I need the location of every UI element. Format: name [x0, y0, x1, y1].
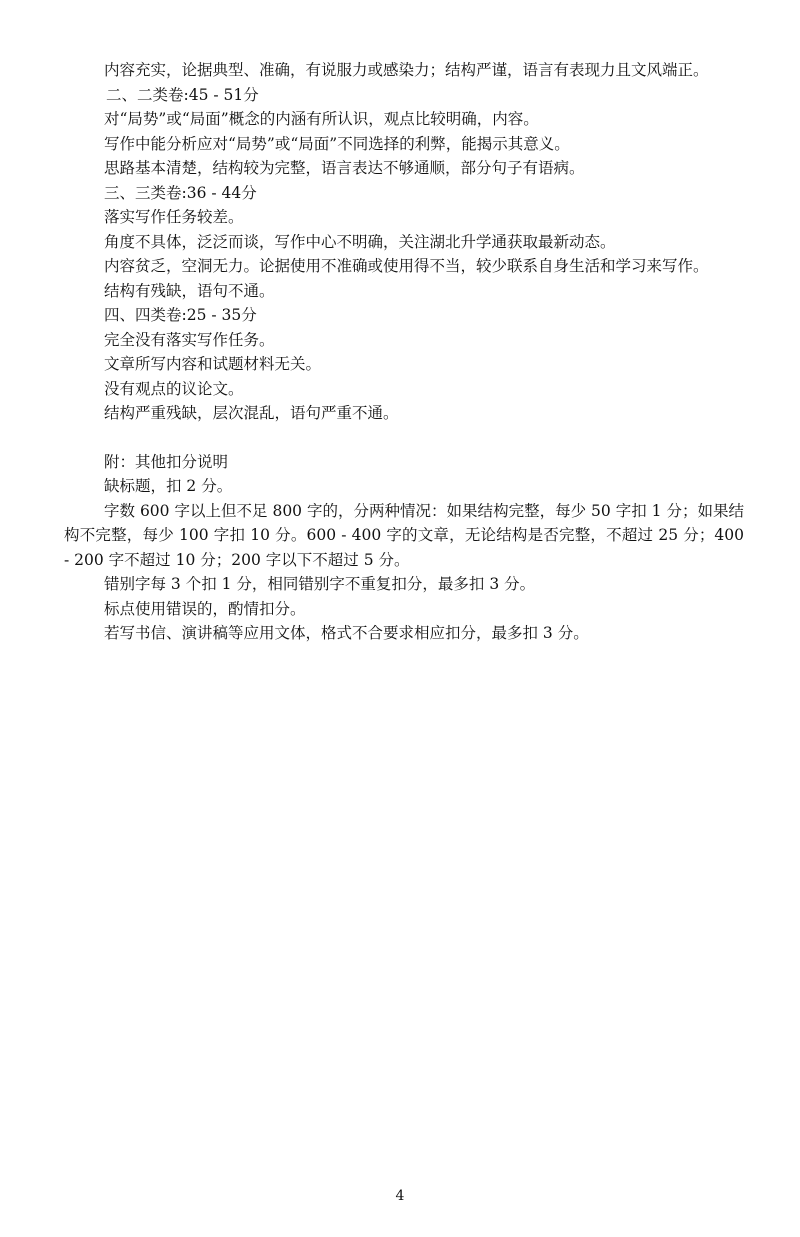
appendix-item: 字数 600 字以上但不足 800 字的，分两种情况：如果结构完整，每少 50 字扣 1 分；如果结构不完整，每少 100 字扣 10 分。600 - 400 字的文章，无论结构是否完整，不超过 25 分；400 - 200 字不超过 10 分；200 字以下不超过 5 分。	[64, 501, 744, 569]
appendix-item: 若写书信、演讲稿等应用文体，格式不合要求相应扣分，最多扣 3 分。	[104, 624, 589, 642]
text-line: 完全没有落实写作任务。	[104, 330, 275, 349]
text-line: 结构严重残缺，层次混乱，语句严重不通。	[104, 404, 399, 422]
text-line: 思路基本清楚，结构较为完整，语言表达不够通顺，部分句子有语病。	[104, 159, 585, 177]
appendix-item: 错别字每 3 个扣 1 分，相同错别字不重复扣分，最多扣 3 分。	[104, 575, 536, 593]
appendix-title: 附：其他扣分说明	[104, 452, 229, 471]
text-line: 写作中能分析应对“局势”或“局面”不同选择的利弊，能揭示其意义。	[104, 134, 570, 153]
text-line: 对“局势”或“局面”概念的内涵有所认识，观点比较明确，内容。	[104, 110, 539, 128]
section-heading: 二、二类卷:45 - 51分	[106, 85, 259, 104]
text-line: 落实写作任务较差。	[104, 208, 244, 226]
page-body	[64, 58, 744, 646]
text-line: 文章所写内容和试题材料无关。	[104, 355, 322, 373]
appendix-item: 缺标题，扣 2 分。	[104, 477, 233, 495]
text-line: 结构有残缺，语句不通。	[104, 281, 275, 300]
page-number: 4	[395, 1188, 405, 1204]
text-line: 没有观点的议论文。	[104, 379, 244, 398]
section-heading: 三、三类卷:36 - 44分	[104, 183, 257, 202]
spacer	[104, 426, 744, 450]
appendix-item: 标点使用错误的，酌情扣分。	[104, 599, 306, 618]
text-line: 内容贫乏，空洞无力。论据使用不准确或使用得不当，较少联系自身生活和学习来写作。	[104, 257, 709, 275]
text-line: 角度不具体，泛泛而谈，写作中心不明确，关注湖北升学通获取最新动态。	[104, 232, 616, 251]
section-heading: 四、四类卷:25 - 35分	[104, 306, 257, 324]
text-line: 内容充实，论据典型、准确，有说服力或感染力；结构严谨，语言有表现力且文风端正。	[104, 61, 709, 79]
